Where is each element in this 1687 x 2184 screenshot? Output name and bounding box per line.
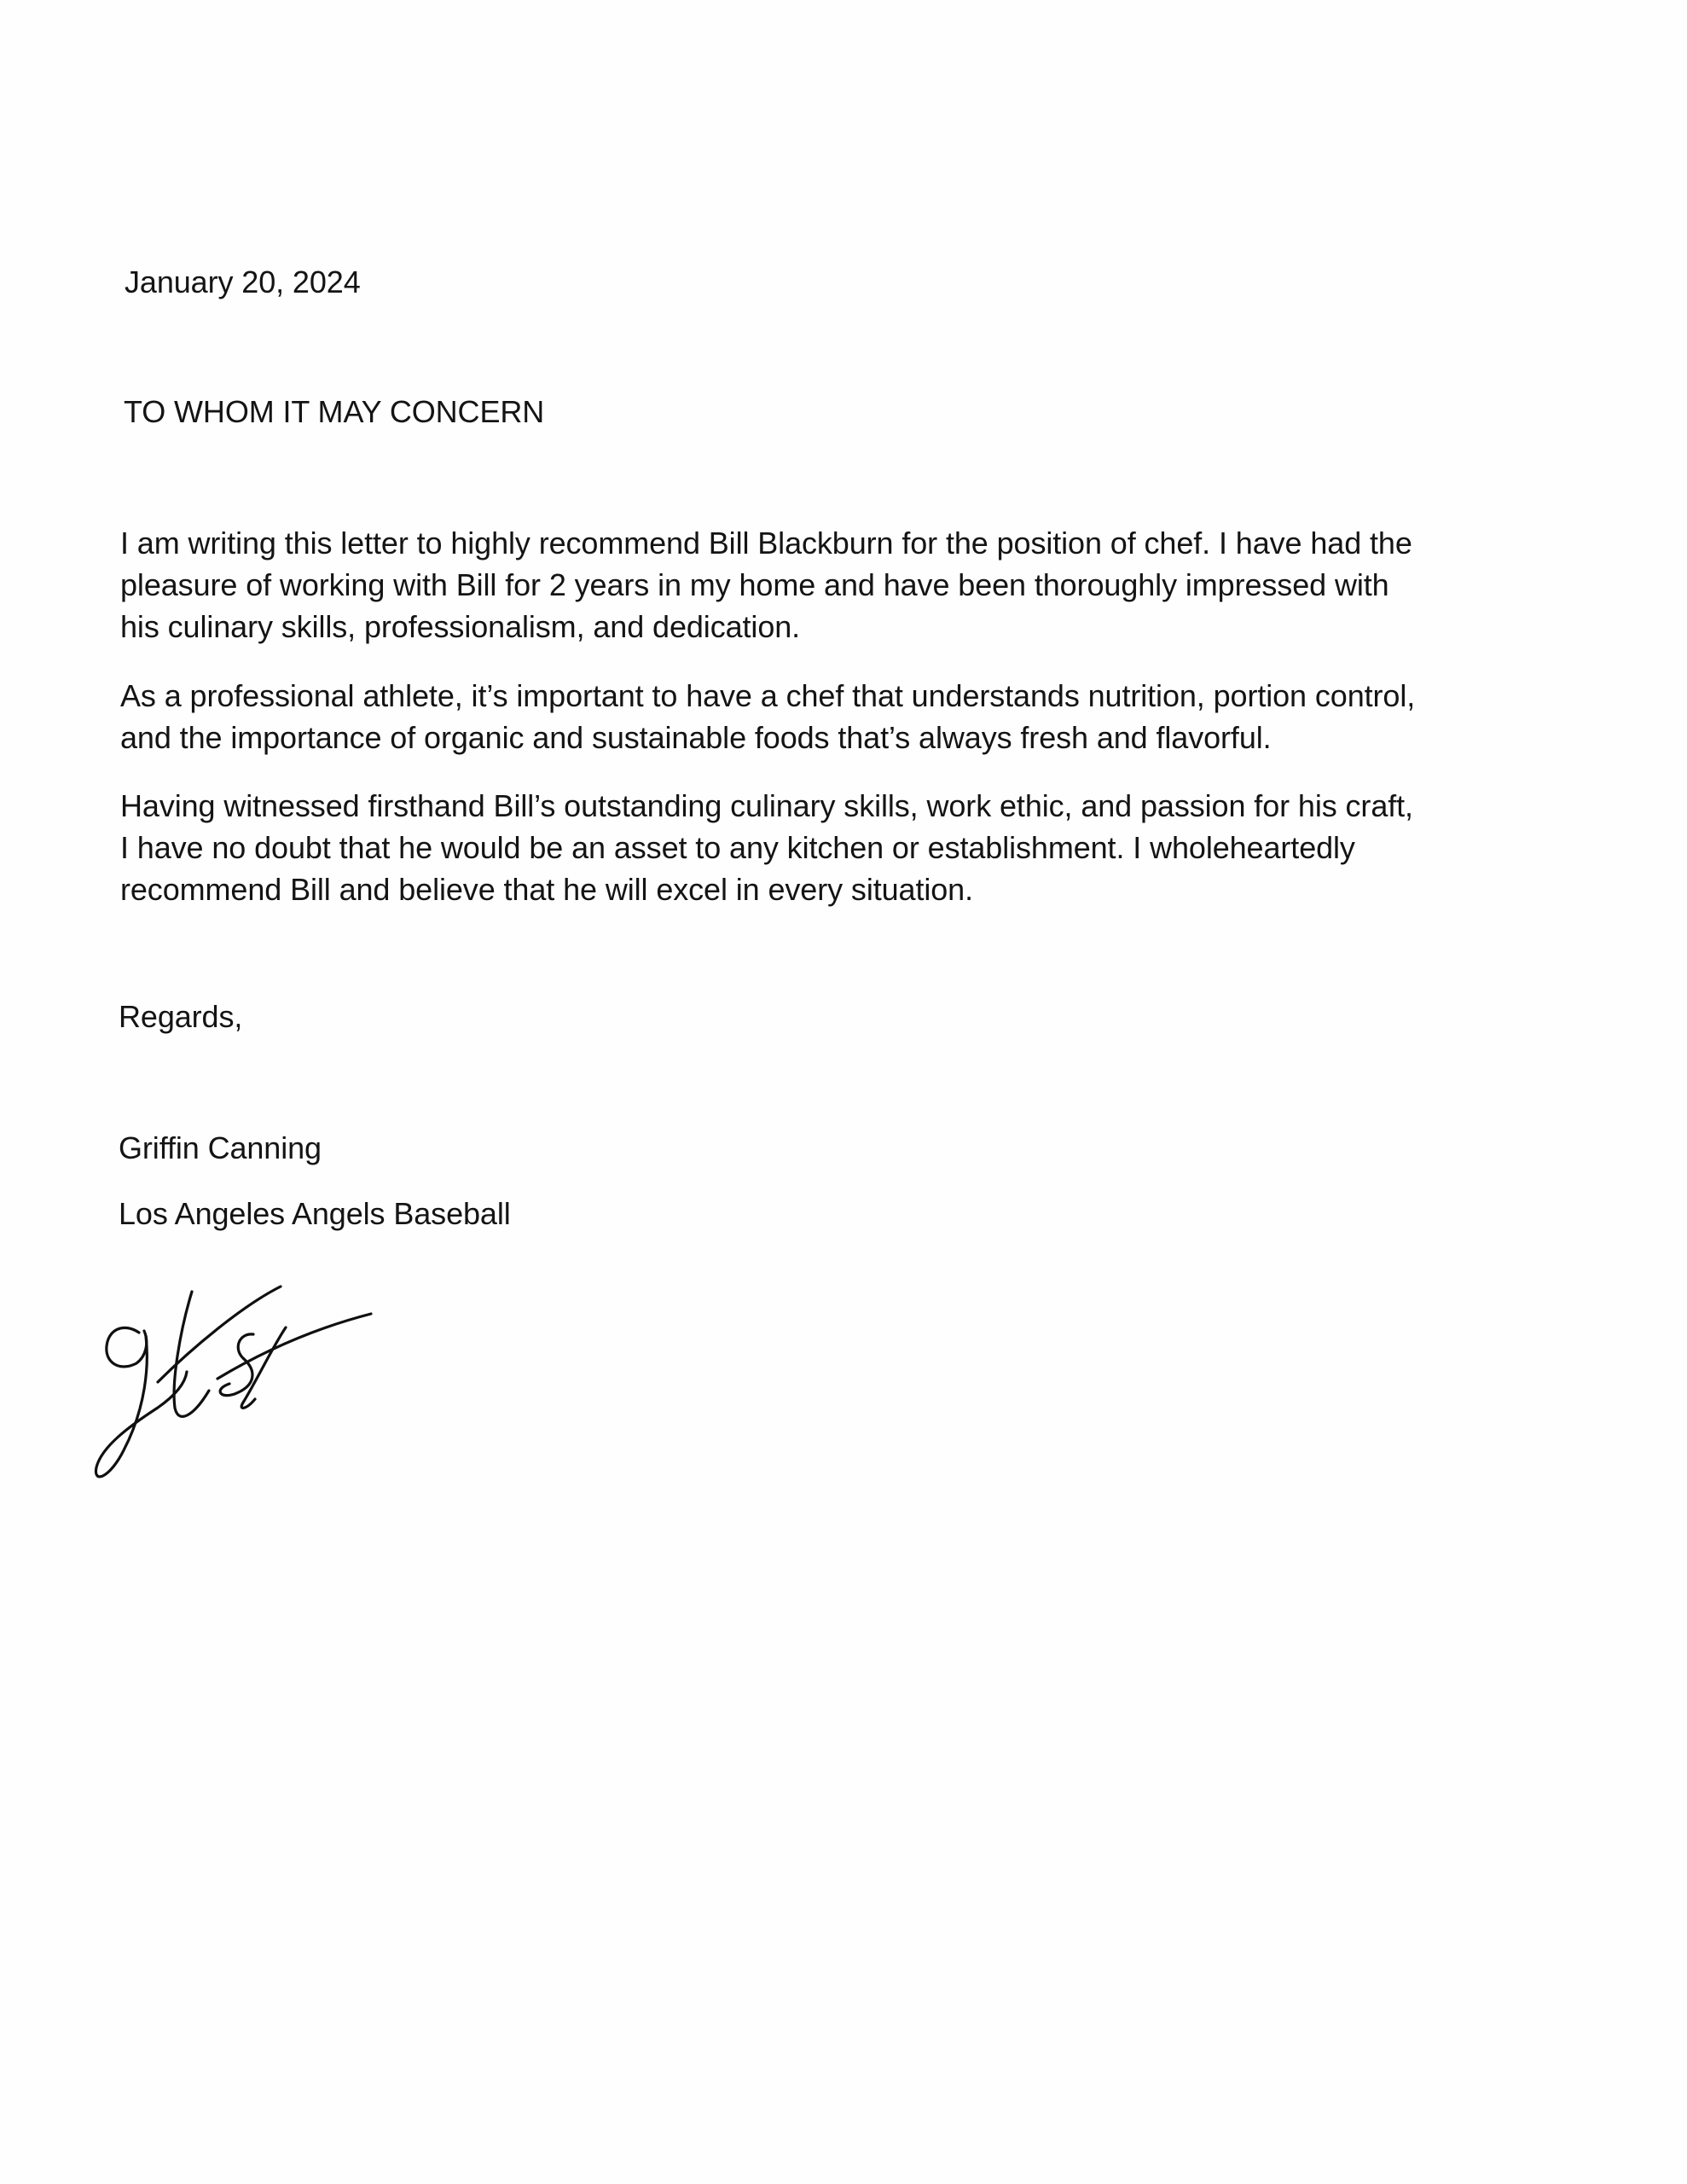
letter-date: January 20, 2024 bbox=[125, 264, 361, 299]
salutation: TO WHOM IT MAY CONCERN bbox=[124, 394, 545, 429]
signer-organization: Los Angeles Angels Baseball bbox=[119, 1196, 511, 1231]
closing: Regards, bbox=[119, 999, 243, 1034]
paragraph-line: Having witnessed firsthand Bill’s outstanding culinary skills, work ethic, and passion for his craft, bbox=[120, 788, 1413, 823]
handwritten-signature bbox=[90, 1280, 388, 1493]
paragraph-line: pleasure of working with Bill for 2 years in my home and have been thoroughly impressed with bbox=[120, 567, 1389, 602]
paragraph-line: I have no doubt that he would be an asset to any kitchen or establishment. I wholeheartedly bbox=[120, 830, 1355, 865]
paragraph-line: and the importance of organic and sustainable foods that’s always fresh and flavorful. bbox=[120, 720, 1272, 755]
paragraph-line: his culinary skills, professionalism, and dedication. bbox=[120, 609, 801, 644]
signer-name: Griffin Canning bbox=[119, 1130, 322, 1165]
paragraph-line: As a professional athlete, it’s important to have a chef that understands nutrition, portion control, bbox=[120, 678, 1416, 713]
paragraph-line: recommend Bill and believe that he will excel in every situation. bbox=[120, 872, 974, 907]
paragraph-line: I am writing this letter to highly recommend Bill Blackburn for the position of chef. I have had the bbox=[120, 526, 1412, 561]
